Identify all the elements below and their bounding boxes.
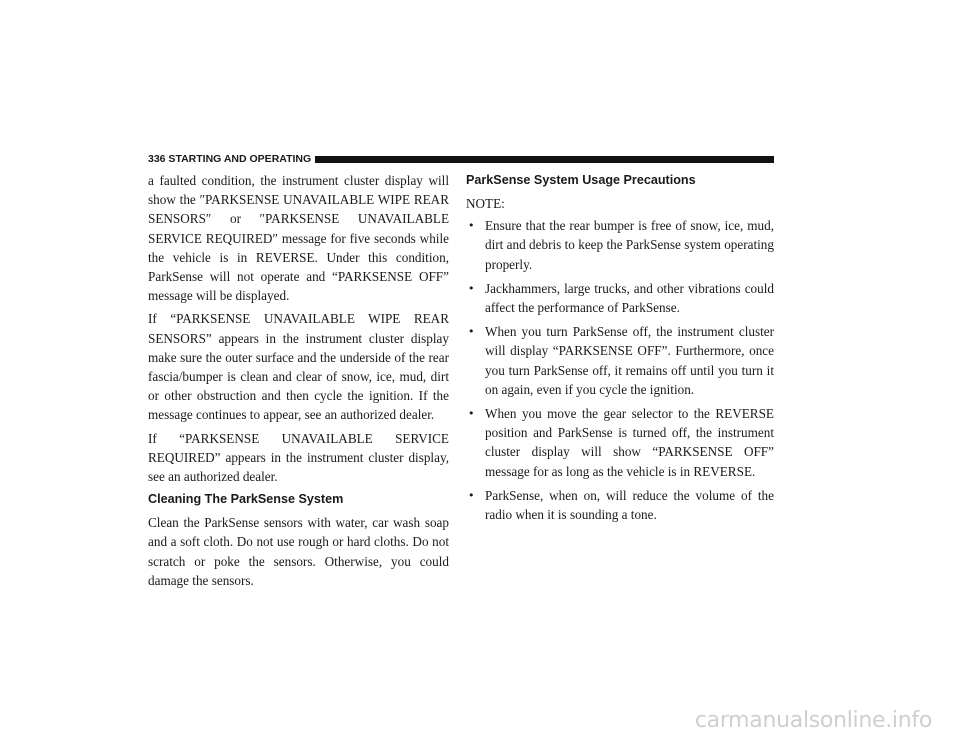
page-header xyxy=(148,154,774,166)
list-item-text: When you turn ParkSense off, the instrument cluster will display “PARKSENSE OFF”. Furthermore, once you turn ParkSense off, it remains off until you turn it on again, even if you cycle the ignition. xyxy=(485,324,774,397)
list-item-text: ParkSense, when on, will reduce the volume of the radio when it is sounding a tone. xyxy=(485,487,774,523)
paragraph-service-required: If “PARKSENSE UNAVAILABLE SERVICE REQUIRED” appears in the instrument cluster display, see an authorized dealer. xyxy=(148,430,449,485)
bullet-icon: • xyxy=(468,488,475,502)
precautions-list xyxy=(466,216,774,524)
left-column xyxy=(148,171,449,594)
list-item-text: Ensure that the rear bumper is free of snow, ice, mud, dirt and debris to keep the ParkSense system operating properly. xyxy=(485,218,774,272)
paragraph-wipe-rear-sensors: If “PARKSENSE UNAVAILABLE WIPE REAR SENSORS” appears in the instrument cluster display make sure the outer surface and the underside of the rear fascia/bumper is clean and clear of snow, ice, mud, dirt or other obstruction and then cycle the ignition. If the message continues to appear, see an authorized dealer. xyxy=(148,311,449,423)
list-item-text: When you move the gear selector to the REVERSE position and ParkSense is turned off, the instrument cluster display will show “PARKSENSE OFF” message for as long as the vehicle is in REVERSE. xyxy=(485,406,774,479)
heading-usage-precautions: ParkSense System Usage Precautions xyxy=(466,173,696,187)
note-label: NOTE: xyxy=(466,196,505,211)
paragraph-faulted-condition: a faulted condition, the instrument cluster display will show the ″PARKSENSE UNAVAILABLE WIPE REAR SENSORS″ or ″PARKSENSE UNAVAILABLE SERVICE REQUIRED″ message for five seconds while the vehicle is in REVERSE. Under this condition, ParkSense will not operate and “PARKSENSE OFF” message will be displayed. xyxy=(148,173,449,304)
list-item xyxy=(466,404,774,481)
bullet-icon: • xyxy=(468,325,475,339)
header-rule xyxy=(314,156,774,163)
list-item xyxy=(466,216,774,274)
list-item-text: Jackhammers, large trucks, and other vibrations could affect the performance of ParkSense. xyxy=(485,280,774,316)
right-column xyxy=(466,171,774,529)
paragraph-cleaning: Clean the ParkSense sensors with water, car wash soap and a soft cloth. Do not use rough or hard cloths. Do not scratch or poke the sensors. Otherwise, you could damage the sensors. xyxy=(148,515,449,588)
list-item xyxy=(466,486,774,524)
list-item xyxy=(466,279,774,317)
list-item xyxy=(466,322,774,399)
bullet-icon: • xyxy=(468,219,475,233)
page-number-and-section: 336 STARTING AND OPERATING xyxy=(148,153,315,166)
heading-cleaning: Cleaning The ParkSense System xyxy=(148,492,344,507)
bullet-icon: • xyxy=(468,407,475,421)
bullet-icon: • xyxy=(468,281,475,295)
site-watermark: carmanualsonline.info xyxy=(694,708,932,733)
